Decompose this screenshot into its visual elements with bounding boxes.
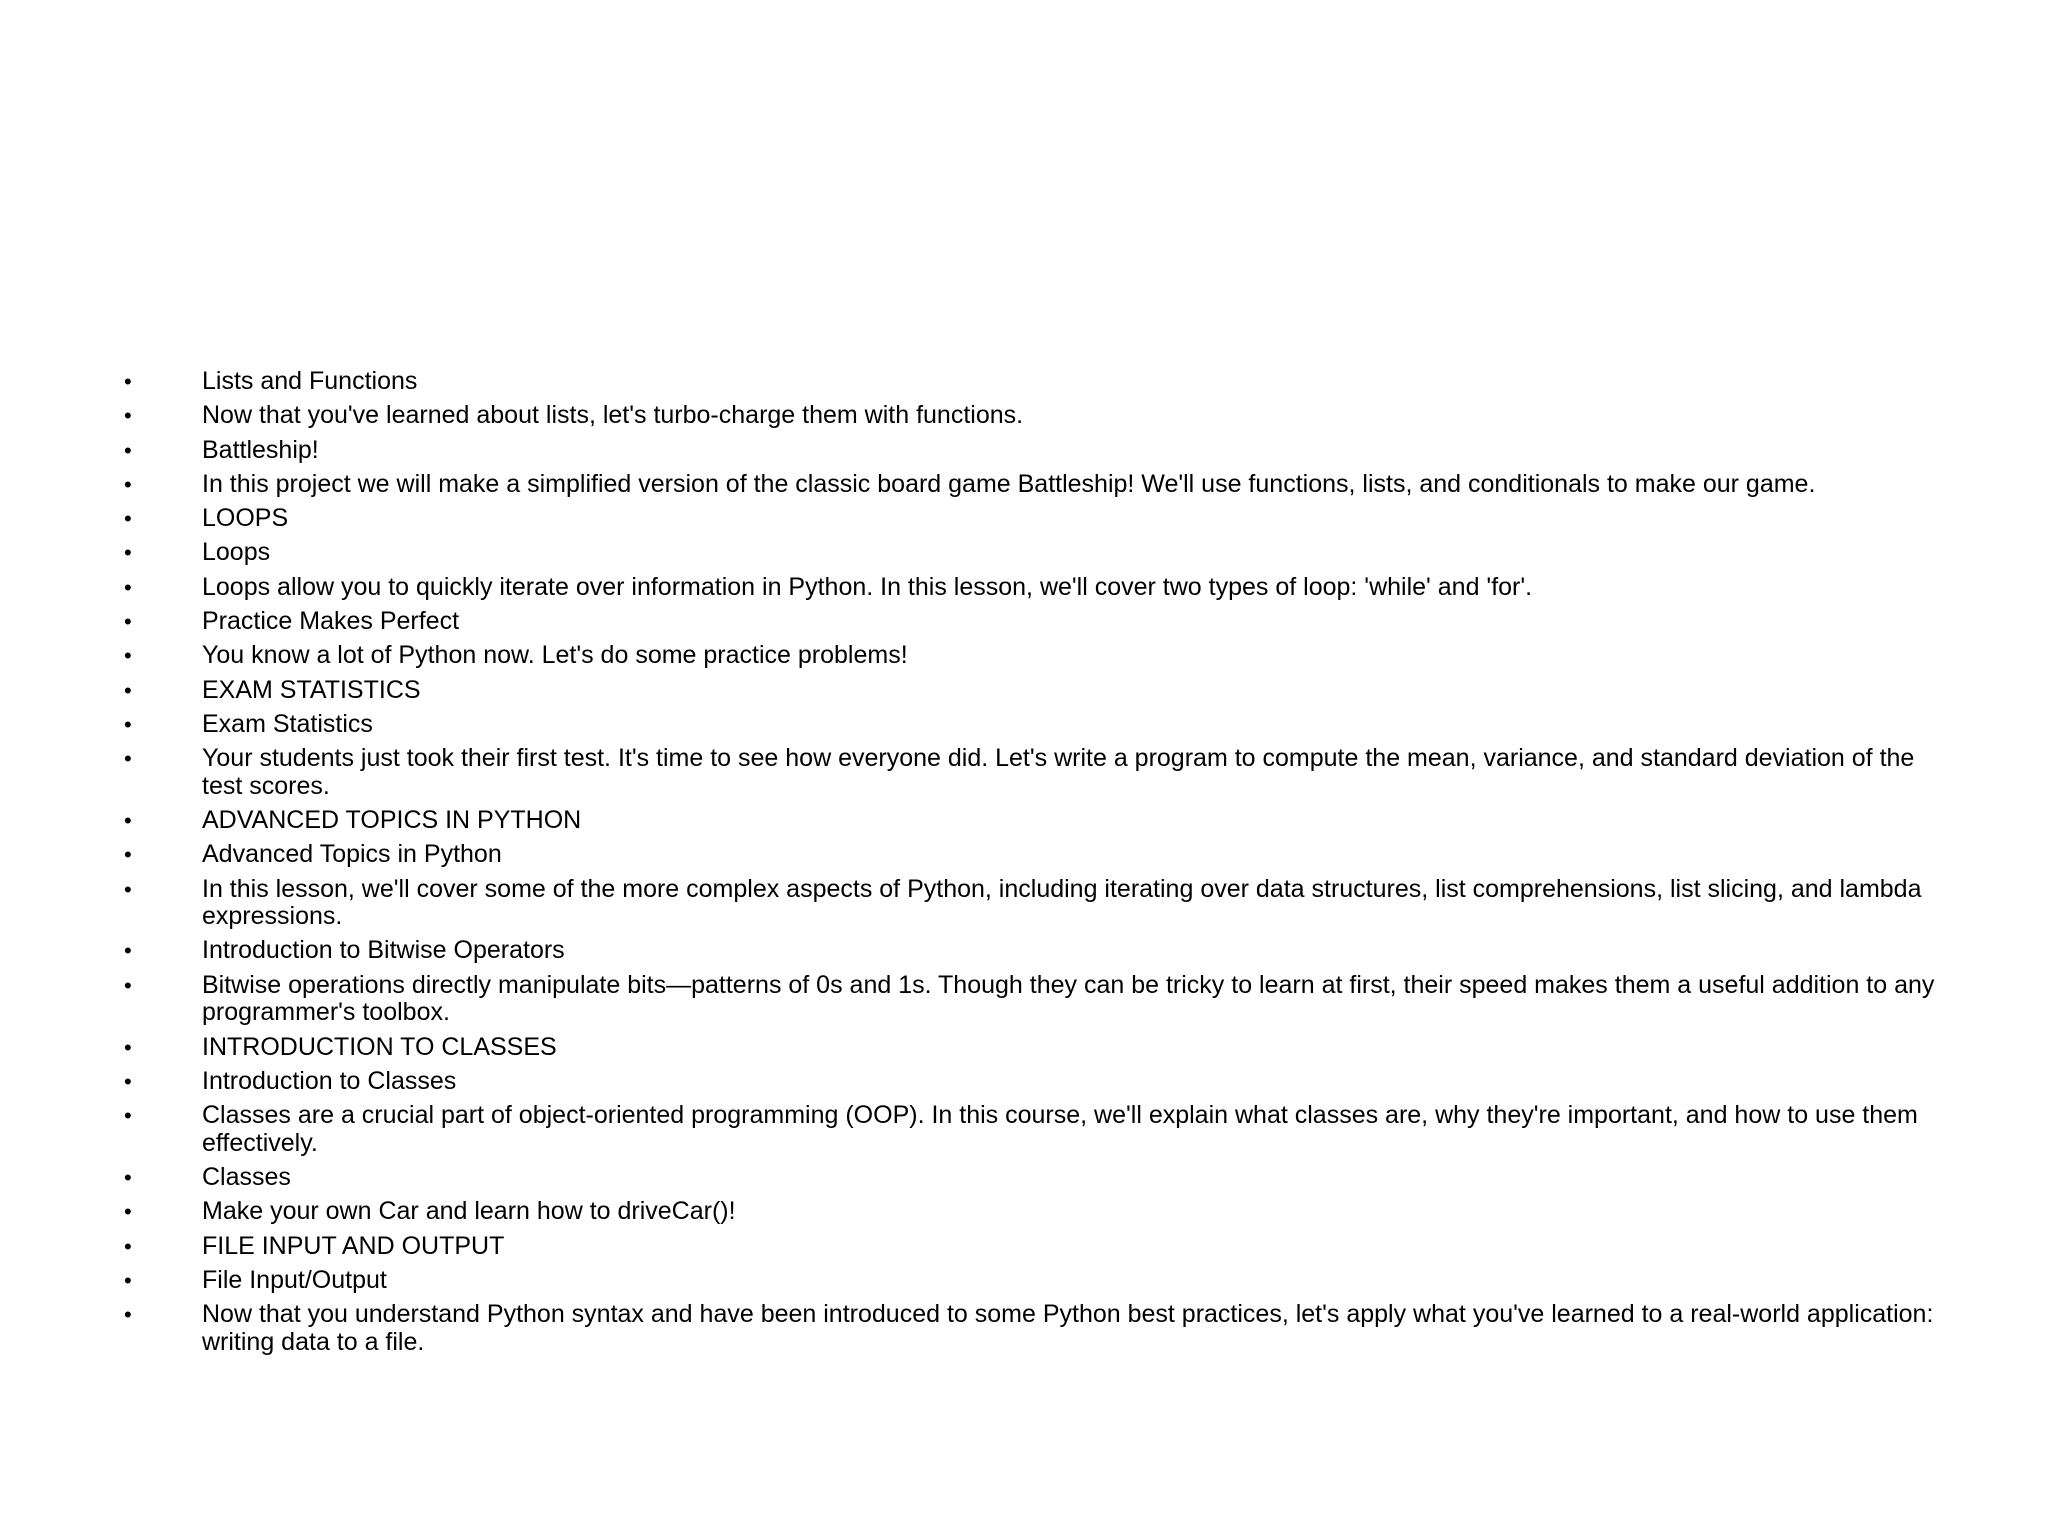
bullet-icon: •	[124, 643, 132, 669]
list-item	[0, 437, 2048, 465]
list-item-text: Battleship!	[202, 435, 319, 464]
bullet-icon: •	[124, 1068, 132, 1094]
bullet-icon: •	[124, 876, 132, 902]
list-item-text: File Input/Output	[202, 1265, 387, 1294]
bullet-icon: •	[124, 506, 132, 532]
bullet-icon: •	[124, 938, 132, 964]
list-item	[0, 505, 2048, 533]
list-item	[0, 807, 2048, 835]
list-item-text: EXAM STATISTICS	[202, 675, 421, 704]
list-item	[0, 1267, 2048, 1295]
list-item	[0, 608, 2048, 636]
list-item	[0, 876, 2048, 931]
bullet-icon: •	[124, 1233, 132, 1259]
list-item	[0, 677, 2048, 705]
bullet-icon: •	[124, 437, 132, 463]
list-item-text: Exam Statistics	[202, 709, 373, 738]
list-item-text: ADVANCED TOPICS IN PYTHON	[202, 806, 582, 835]
list-item	[0, 1034, 2048, 1062]
bullet-icon: •	[124, 746, 132, 772]
list-item-text: In this project we will make a simplified version of the classic board game Battleship! We'll use functions, lists, and conditionals to make our game.	[202, 469, 1816, 498]
list-item	[0, 937, 2048, 965]
list-item	[0, 574, 2048, 602]
list-item	[0, 642, 2048, 670]
list-item-text: Classes are a crucial part of object-oriented programming (OOP). In this course, we'll explain what classes are, why they're important, and how to use them effectively.	[202, 1101, 1918, 1157]
bullet-icon: •	[124, 574, 132, 600]
list-item-text: INTRODUCTION TO CLASSES	[202, 1032, 557, 1061]
bullet-icon: •	[124, 1199, 132, 1225]
list-item	[0, 1102, 2048, 1157]
list-item	[0, 1164, 2048, 1192]
list-item	[0, 1301, 2048, 1356]
list-item	[0, 402, 2048, 430]
list-item	[0, 1068, 2048, 1096]
list-item	[0, 1233, 2048, 1261]
list-item-text: FILE INPUT AND OUTPUT	[202, 1231, 505, 1260]
bullet-icon: •	[124, 403, 132, 429]
bullet-icon: •	[124, 1103, 132, 1129]
bullet-icon: •	[124, 677, 132, 703]
list-item-text: In this lesson, we'll cover some of the more complex aspects of Python, including iterating over data structures, list comprehensions, list slicing, and lambda expressions.	[202, 874, 1922, 931]
list-item	[0, 471, 2048, 499]
bullet-icon: •	[124, 1302, 132, 1328]
bullet-icon: •	[124, 369, 132, 394]
list-item-text: You know a lot of Python now. Let's do some practice problems!	[202, 641, 908, 670]
list-item-text: Loops	[202, 538, 271, 567]
bullet-icon: •	[124, 711, 132, 737]
bullet-icon: •	[124, 1267, 132, 1293]
list-item	[0, 745, 2048, 800]
bullet-icon: •	[124, 471, 132, 497]
list-item-text: Introduction to Bitwise Operators	[202, 936, 565, 965]
list-item-text: Make your own Car and learn how to driveCar()!	[202, 1197, 736, 1226]
bullet-icon: •	[124, 808, 132, 834]
list-item-text: Introduction to Classes	[202, 1066, 457, 1095]
list-item	[0, 1198, 2048, 1226]
list-item	[0, 711, 2048, 739]
bullet-icon: •	[124, 609, 132, 635]
list-item-text: Bitwise operations directly manipulate bits—patterns of 0s and 1s. Though they can be tricky to learn at first, their speed makes them a useful addition to any programmer's toolbox.	[202, 970, 1935, 1027]
list-item-text: Advanced Topics in Python	[202, 840, 502, 869]
bullet-icon: •	[124, 540, 132, 566]
list-item-text: Now that you understand Python syntax and have been introduced to some Python best practices, let's apply what you've learned to a real-world application: writing data to a file.	[202, 1300, 1934, 1356]
list-item	[0, 368, 2048, 396]
bullet-list	[0, 368, 2048, 1363]
list-item-text: Practice Makes Perfect	[202, 607, 460, 636]
list-item	[0, 972, 2048, 1027]
list-item-text: Your students just took their first test. It's time to see how everyone did. Let's write a program to compute the mean, variance, and standard deviation of the test scores.	[202, 744, 1915, 800]
list-item-text: Loops allow you to quickly iterate over information in Python. In this lesson, we'll cover two types of loop: 'while' and 'for'.	[202, 572, 1533, 601]
bullet-icon: •	[124, 842, 132, 868]
list-item	[0, 539, 2048, 567]
list-item-text: LOOPS	[202, 504, 289, 533]
bullet-icon: •	[124, 1164, 132, 1190]
list-item-text: Classes	[202, 1162, 291, 1191]
list-item-text: Now that you've learned about lists, let's turbo-charge them with functions.	[202, 401, 1024, 430]
list-item-text: Lists and Functions	[202, 367, 418, 395]
list-item	[0, 841, 2048, 869]
bullet-icon: •	[124, 1034, 132, 1060]
bullet-icon: •	[124, 972, 132, 998]
